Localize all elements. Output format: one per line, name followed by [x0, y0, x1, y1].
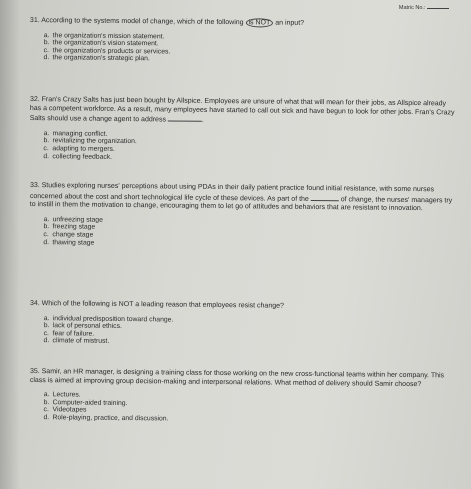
- question-text: According to the systems model of change, which of the following: [41, 17, 246, 27]
- option-d[interactable]: d. collecting feedback.: [43, 152, 113, 161]
- question-35: [29, 368, 456, 426]
- option-list: [43, 391, 455, 426]
- option-list: [44, 32, 456, 67]
- question-34: [30, 300, 456, 349]
- option-list: [43, 216, 455, 251]
- question-text-end: of change, the nurses' managers try to instill in them the motivation to change, encouraging them to let go of attitudes and behaviors that are resistant to innovation.: [29, 195, 453, 213]
- option-b[interactable]: b. revitalizing the organization.: [43, 137, 137, 146]
- option-c[interactable]: c. change stage: [43, 231, 94, 239]
- question-number: 34.: [29, 300, 40, 308]
- option-a[interactable]: a. unfreezing stage: [43, 215, 103, 224]
- option-a[interactable]: a. Lectures.: [43, 391, 81, 399]
- option-a[interactable]: a. the organization's mission statement.: [43, 31, 165, 41]
- question-32: [29, 96, 456, 165]
- option-list: [44, 315, 456, 350]
- question-text: Samir, an HR manager, is designing a training class for those working on the new cross-functional teams within her company. This class is aimed at improving group decision-making and interpersonal relations. What method of delivery should Samir choose?: [29, 368, 445, 388]
- question-stem: [30, 16, 456, 30]
- matric-number-label: Matric No.:: [398, 5, 426, 11]
- question-stem: [30, 182, 456, 214]
- option-list: [43, 130, 455, 165]
- page-edge-shadow: [0, 0, 20, 489]
- option-b[interactable]: b. Computer-aided training.: [43, 398, 128, 407]
- question-31: [30, 16, 456, 66]
- question-number: 35.: [29, 368, 40, 376]
- option-d[interactable]: d. climate of mistrust.: [43, 337, 110, 346]
- question-text-end: .: [201, 116, 204, 125]
- question-stem: [30, 368, 456, 390]
- circled-annotation: is NOT: [245, 18, 273, 27]
- option-b[interactable]: b. the organization's vision statement.: [43, 39, 159, 48]
- question-number: 31.: [29, 16, 40, 25]
- option-c[interactable]: c. Videotapes: [43, 406, 87, 414]
- question-text: Studies exploring nurses' perceptions about using PDAs in their daily patient practice found initial resistance, with some nurses concerned about the cost and short technological life cycle of these devices. As part of the: [29, 182, 435, 203]
- matric-number-blank: [427, 2, 449, 9]
- question-text: Fran's Crazy Salts has just been bought by Allspice. Employees are unsure of what that will mean for their jobs, as Allspice already has a competent workforce. As a result, many employees have started to call out sick and have begun to look for other jobs. Fran's Crazy Salts should use a change agent to address: [29, 96, 455, 124]
- question-number: 32.: [29, 96, 40, 104]
- matric-number-header: [399, 2, 449, 11]
- option-d[interactable]: d. thawing stage: [43, 238, 95, 247]
- question-stem: [30, 96, 456, 128]
- option-b[interactable]: b. lack of personal ethics.: [43, 322, 122, 331]
- option-a[interactable]: a. individual predisposition toward change.: [43, 314, 174, 324]
- option-c[interactable]: c. adapting to mergers.: [43, 145, 115, 153]
- option-a[interactable]: a. managing conflict.: [43, 129, 108, 138]
- question-stem: [30, 300, 456, 313]
- option-d[interactable]: d. Role-playing, practice, and discussion.: [43, 414, 169, 423]
- answer-blank: [311, 194, 339, 201]
- question-number: 33.: [29, 182, 40, 190]
- question-text: Which of the following is NOT a leading reason that employees resist change?: [41, 300, 284, 310]
- option-b[interactable]: b. freezing stage: [43, 223, 96, 232]
- answer-blank: [168, 115, 204, 125]
- question-33: [29, 182, 456, 251]
- option-d[interactable]: d. the organization's strategic plan.: [43, 54, 150, 63]
- question-text-end: an input?: [273, 19, 305, 27]
- option-c[interactable]: c. the organization's products or services.: [43, 46, 171, 56]
- option-c[interactable]: c. fear of failure.: [43, 329, 95, 338]
